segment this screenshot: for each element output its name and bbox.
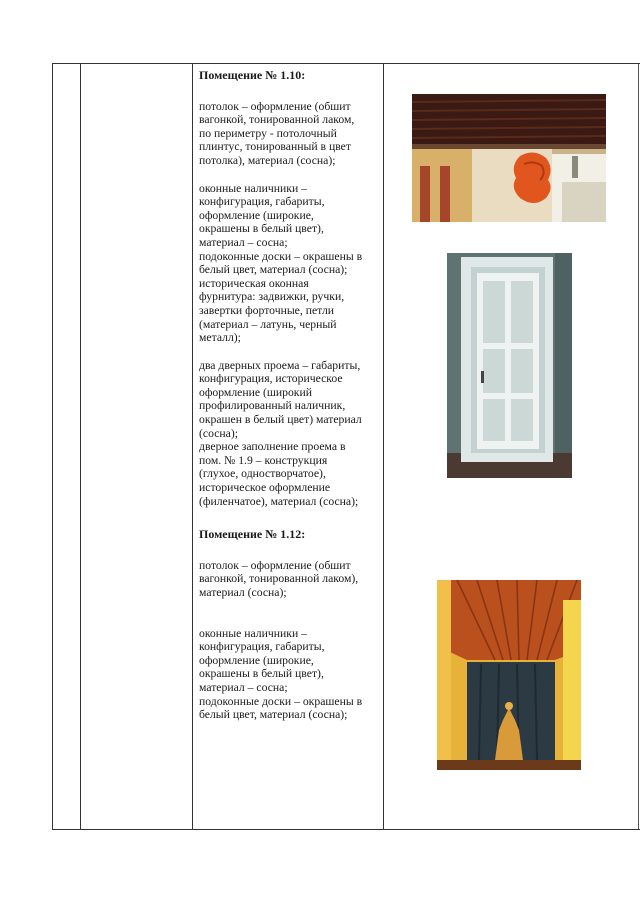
description-column — [199, 69, 385, 722]
room-1-12-ceiling-text: потолок – оформление (обшит вагонкой, тонированной лаком), материал (сосна); — [199, 558, 359, 599]
table-column-border — [192, 64, 193, 829]
room-1-12-heading: Помещение № 1.12: — [199, 527, 306, 542]
room-1-10-doors-text: два дверных проема – габариты, конфигурация, историческое оформление (широкий профилированный наличник, окрашен в белый цвет) материал (сосна); дверное заполнение проема в пом. № 1.9 – конструкция (глухое, одностворчатое), историческое оформление (филенчатое), материал (сосна); — [199, 358, 362, 508]
table-column-border — [80, 64, 81, 829]
table-column-border — [52, 64, 53, 829]
room-photo — [437, 580, 581, 770]
room-1-10-heading: Помещение № 1.10: — [199, 68, 306, 82]
room-1-10-windows-text: оконные наличники – конфигурация, габариты, оформление (широкие, окрашены в белый цвет), материал – сосна; подоконные доски – окрашены в белый цвет, материал (сосна); историческая оконная фурнитура: задвижки, ручки, завертки форточные, петли (материал – латунь, черный металл); — [199, 181, 363, 345]
door-photo — [447, 253, 572, 478]
table-column-border — [638, 64, 639, 829]
room-1-12-windows-text: оконные наличники – конфигурация, габариты, оформление (широкие, окрашены в белый цвет), материал – сосна; подоконные доски – окрашены в белый цвет, материал (сосна); — [199, 626, 363, 722]
ceiling-photo — [412, 94, 606, 222]
room-1-10-ceiling-text: потолок – оформление (обшит вагонкой, тонированной лаком, по периметру - потолочный плинтус, тонированный в цвет потолка), материал (сосна); — [199, 99, 355, 167]
